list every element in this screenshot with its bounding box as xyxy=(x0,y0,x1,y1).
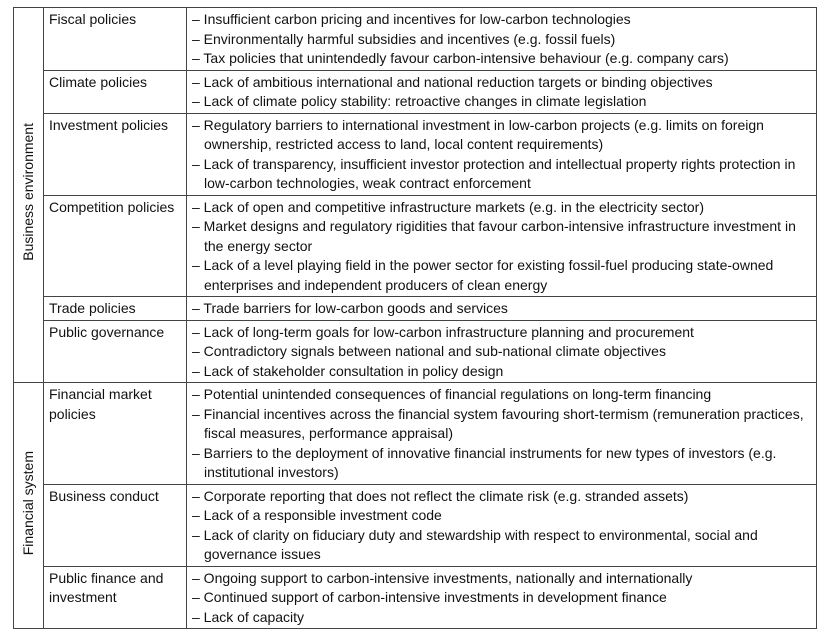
policy-cell xyxy=(44,8,187,71)
group-label-cell xyxy=(14,8,44,383)
barrier-item: – Potential unintended consequences of financial regulations on long-term financing xyxy=(192,386,712,402)
table-row xyxy=(14,566,817,629)
policy-cell xyxy=(44,320,187,383)
barrier-item: – Lack of ambitious international and national reduction targets or binding objectives xyxy=(192,73,713,90)
policy-label: Climate policies xyxy=(49,73,148,90)
barriers-cell xyxy=(187,484,817,566)
barriers-cell xyxy=(187,320,817,383)
group-label-cell xyxy=(14,383,44,629)
barrier-item: – Continued support of carbon-intensive investments in development finance xyxy=(192,589,667,605)
barrier-item: – Contradictory signals between national and sub-national climate objectives xyxy=(192,343,666,359)
policy-cell xyxy=(44,383,187,485)
barrier-item: – Market designs and regulatory rigidities that favour carbon-intensive infrastructure investment in the energy sector xyxy=(192,218,796,254)
table-row xyxy=(14,383,817,485)
barrier-item: – Corporate reporting that does not reflect the climate risk (e.g. stranded assets) xyxy=(192,487,689,504)
table-row xyxy=(14,484,817,566)
barrier-item: – Lack of a level playing field in the power sector for existing fossil-fuel producing state-owned enterprises and independent producers of clean energy xyxy=(192,257,774,293)
barrier-item: – Lack of transparency, insufficient investor protection and intellectual property rights protection in low-carbon technologies, weak contract enforcement xyxy=(192,155,796,191)
table-row xyxy=(14,113,817,195)
barrier-item: – Environmentally harmful subsidies and incentives (e.g. fossil fuels) xyxy=(192,30,616,47)
barrier-item: – Barriers to the deployment of innovative financial instruments for new types of investors (e.g. institutional investors) xyxy=(192,444,777,480)
barrier-item: – Lack of stakeholder consultation in policy design xyxy=(192,362,504,379)
barrier-item: – Trade barriers for low-carbon goods and services xyxy=(192,300,508,316)
group-label: Financial system xyxy=(19,450,36,555)
barriers-cell xyxy=(187,297,817,321)
policy-label: Public finance and investment xyxy=(49,569,164,605)
table-row xyxy=(14,8,817,71)
policy-label: Investment policies xyxy=(49,116,169,133)
table-row xyxy=(14,297,817,321)
table-row xyxy=(14,70,817,113)
policy-cell xyxy=(44,113,187,195)
policy-cell xyxy=(44,566,187,629)
barrier-item: – Lack of open and competitive infrastructure markets (e.g. in the electricity sector) xyxy=(192,198,705,215)
barriers-cell xyxy=(187,383,817,485)
table-row xyxy=(14,320,817,383)
barrier-item: – Insufficient carbon pricing and incentives for low-carbon technologies xyxy=(192,11,631,27)
table-row xyxy=(14,195,817,297)
policy-label: Fiscal policies xyxy=(49,11,137,27)
barrier-item: – Ongoing support to carbon-intensive investments, nationally and internationally xyxy=(192,569,693,586)
barrier-item: – Lack of long-term goals for low-carbon infrastructure planning and procurement xyxy=(192,323,694,340)
policy-cell xyxy=(44,484,187,566)
policy-label: Competition policies xyxy=(49,198,175,215)
group-label: Business environment xyxy=(19,123,36,262)
barrier-item: – Lack of capacity xyxy=(192,608,305,625)
barrier-item: – Tax policies that unintendedly favour carbon-intensive behaviour (e.g. company cars) xyxy=(192,50,729,66)
policy-label: Public governance xyxy=(49,323,165,340)
barrier-item: – Lack of climate policy stability: retroactive changes in climate legislation xyxy=(192,93,647,109)
policy-cell xyxy=(44,297,187,321)
barrier-item: – Regulatory barriers to international investment in low-carbon projects (e.g. limits on foreign ownership, restricted access to land, local content requirements) xyxy=(192,116,764,152)
barrier-item: – Financial incentives across the financial system favouring short-termism (remuneration practices, fiscal measures, performance appraisal) xyxy=(192,405,804,441)
barriers-cell xyxy=(187,195,817,297)
barriers-cell xyxy=(187,70,817,113)
barrier-item: – Lack of a responsible investment code xyxy=(192,507,442,523)
policy-label: Business conduct xyxy=(49,487,159,504)
barriers-cell xyxy=(187,8,817,71)
policy-label: Financial market policies xyxy=(49,386,152,422)
policy-cell xyxy=(44,195,187,297)
policy-label: Trade policies xyxy=(49,300,136,316)
policy-cell xyxy=(44,70,187,113)
barriers-cell xyxy=(187,113,817,195)
barriers-cell xyxy=(187,566,817,629)
policy-barriers-table xyxy=(13,7,817,629)
barrier-item: – Lack of clarity on fiduciary duty and stewardship with respect to environmental, social and governance issues xyxy=(192,526,758,562)
